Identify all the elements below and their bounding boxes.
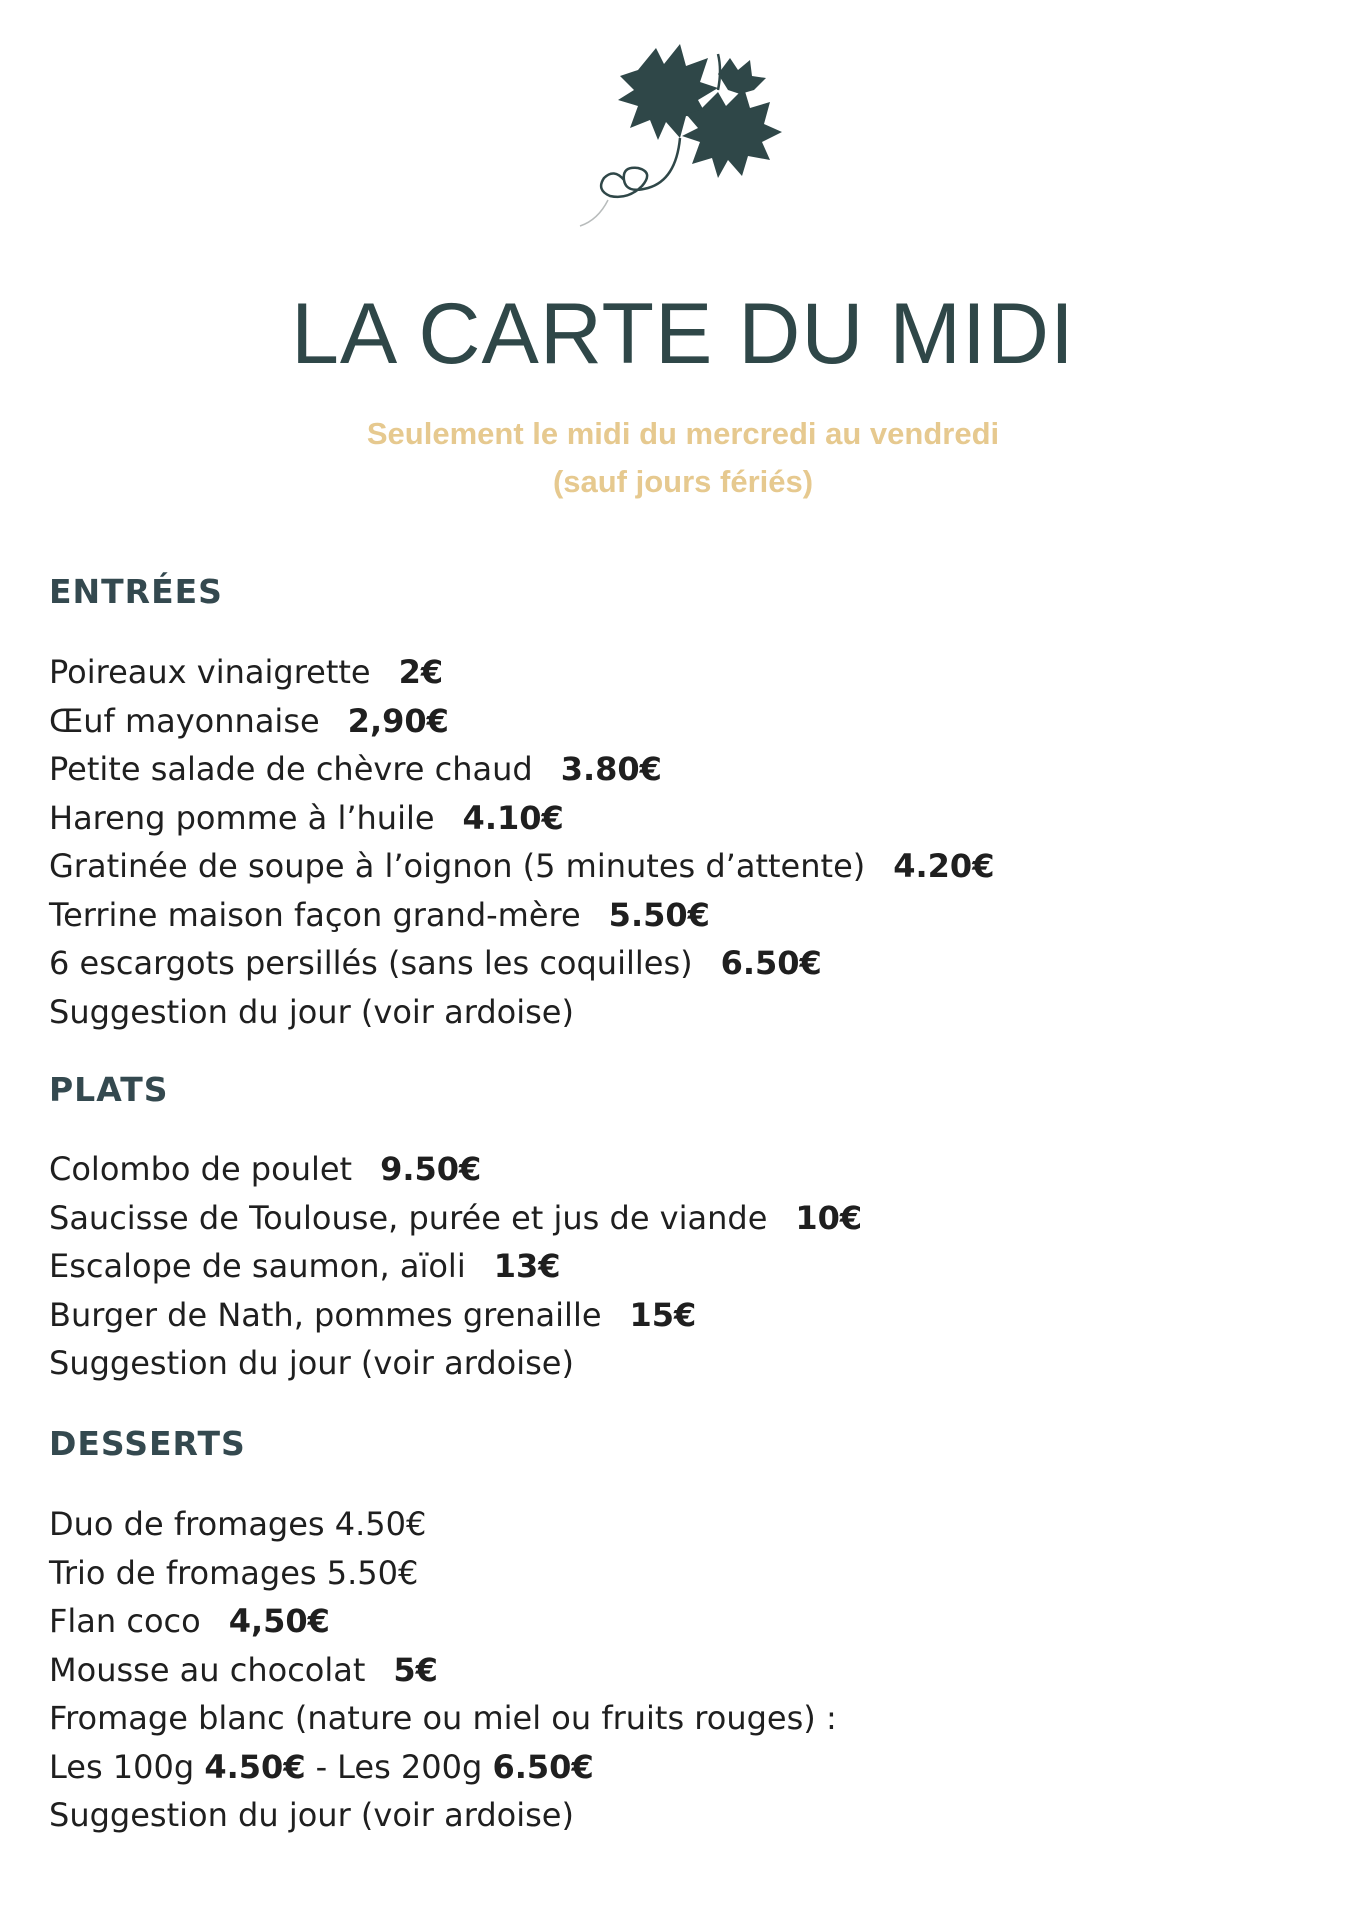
item-price: 6.50€ [720, 944, 822, 982]
size-label-200g: Les 200g [337, 1747, 483, 1786]
menu-item [49, 1242, 862, 1291]
menu-item [49, 988, 994, 1037]
item-name: Petite salade de chèvre chaud [49, 750, 533, 788]
menu-item [49, 1291, 862, 1340]
menu-item [49, 1549, 837, 1598]
item-price: 13€ [493, 1247, 561, 1285]
menu-item [49, 891, 994, 940]
item-name: Trio de fromages 5.50€ [49, 1553, 419, 1592]
item-name: Escalope de saumon, aïoli [49, 1247, 466, 1285]
grape-leaf-vine-icon [568, 40, 828, 240]
price-200g: 6.50€ [492, 1747, 594, 1786]
item-price: 5€ [393, 1650, 438, 1689]
menu-item [49, 1597, 837, 1646]
menu-item [49, 648, 994, 697]
menu-item [49, 745, 994, 794]
item-price: 5.50€ [608, 895, 710, 934]
menu-item [49, 1646, 837, 1695]
price-100g: 4.50€ [204, 1747, 306, 1786]
item-name: Duo de fromages 4.50€ [49, 1505, 427, 1543]
entrees-list [49, 648, 994, 1036]
section-heading-entrees: ENTRÉES [49, 572, 223, 611]
item-name: Colombo de poulet [49, 1150, 353, 1188]
subtitle-line-1: Seulement le midi du mercredi au vendredi [366, 416, 1000, 451]
size-label-100g: Les 100g [49, 1747, 195, 1786]
item-name: Fromage blanc (nature ou miel ou fruits rouges) : [49, 1699, 837, 1737]
item-price: 4,50€ [228, 1602, 330, 1640]
item-name: Suggestion du jour (voir ardoise) [49, 1344, 574, 1382]
item-price: 4.20€ [893, 847, 995, 885]
item-price: 9.50€ [380, 1150, 482, 1188]
fromage-blanc-prices [49, 1743, 837, 1792]
section-heading-plats: PLATS [49, 1070, 169, 1109]
item-name: Mousse au chocolat [49, 1650, 366, 1689]
menu-item [49, 1339, 862, 1388]
item-price: 10€ [795, 1198, 863, 1237]
section-heading-desserts: DESSERTS [49, 1424, 246, 1463]
menu-item [49, 842, 994, 891]
item-name: Flan coco [49, 1602, 201, 1640]
item-name: 6 escargots persillés (sans les coquilles) [49, 944, 693, 982]
item-name: Suggestion du jour (voir ardoise) [49, 1796, 574, 1834]
item-price: 15€ [629, 1295, 697, 1334]
item-price: 2,90€ [347, 701, 449, 740]
plats-list [49, 1145, 862, 1388]
menu-item [49, 1500, 837, 1549]
item-name: Œuf mayonnaise [49, 701, 320, 740]
menu-item [49, 1145, 862, 1194]
item-name: Terrine maison façon grand-mère [49, 895, 581, 934]
menu-item [49, 939, 994, 988]
item-price: 4.10€ [462, 798, 564, 837]
menu-item [49, 794, 994, 843]
item-name: Poireaux vinaigrette [49, 653, 371, 691]
item-name: Burger de Nath, pommes grenaille [49, 1295, 602, 1334]
menu-item [49, 1194, 862, 1243]
item-name: Gratinée de soupe à l’oignon (5 minutes d’attente) [49, 847, 866, 885]
menu-item [49, 1694, 837, 1743]
item-name: Saucisse de Toulouse, purée et jus de viande [49, 1198, 768, 1237]
subtitle-line-2: (sauf jours fériés) [552, 464, 814, 499]
item-price: 2€ [398, 653, 444, 691]
item-name: Hareng pomme à l’huile [49, 798, 435, 837]
page-title: LA CARTE DU MIDI [291, 286, 1075, 382]
item-price: 3.80€ [560, 750, 662, 788]
subtitle [0, 410, 1366, 506]
menu-item [49, 1791, 837, 1840]
menu-item [49, 697, 994, 746]
desserts-list [49, 1500, 837, 1840]
price-separator: - [315, 1747, 328, 1786]
item-name: Suggestion du jour (voir ardoise) [49, 992, 574, 1031]
